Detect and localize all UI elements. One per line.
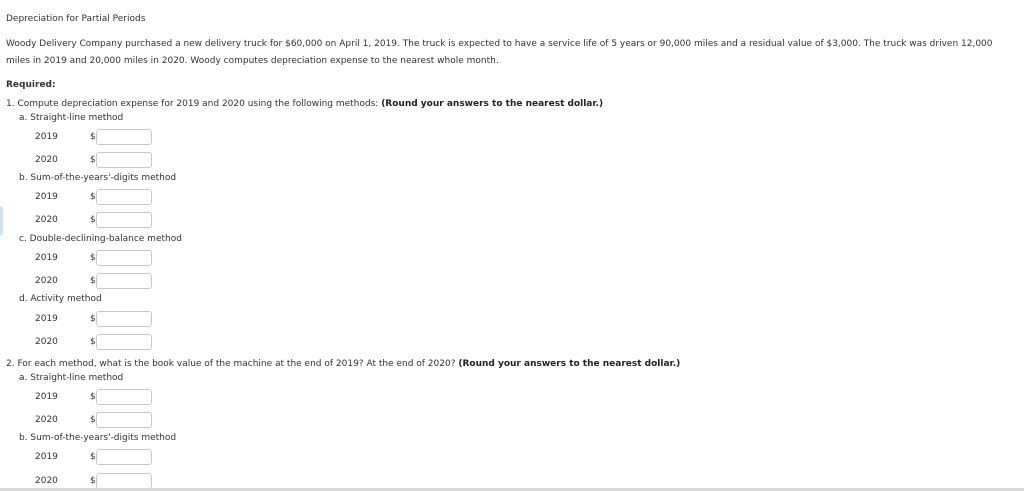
q1a-year-2020: 2020: [35, 155, 58, 165]
q1c-2019-input[interactable]: [96, 250, 152, 266]
q1b-2020-input[interactable]: [96, 212, 152, 228]
q1b-year-2019: 2019: [35, 192, 58, 202]
page-title: Depreciation for Partial Periods: [6, 14, 146, 24]
q2a-2020-input[interactable]: [96, 412, 152, 428]
dollar-sign: $: [90, 392, 96, 402]
q2a-2019-input[interactable]: [96, 389, 152, 405]
dollar-sign: $: [90, 452, 96, 462]
q1b-2019-input[interactable]: [96, 189, 152, 205]
dollar-sign: $: [90, 215, 96, 225]
q1d-year-2019: 2019: [35, 314, 58, 324]
question-1-emphasis: (Round your answers to the nearest dollar.): [381, 99, 604, 109]
dollar-sign: $: [90, 132, 96, 142]
q2b-year-2019: 2019: [35, 452, 58, 462]
q1-method-d-label: d. Activity method: [19, 294, 102, 304]
q2a-year-2019: 2019: [35, 392, 58, 402]
left-edge-marker: [0, 206, 3, 236]
q1c-year-2020: 2020: [35, 276, 58, 286]
dollar-sign: $: [90, 155, 96, 165]
dollar-sign: $: [90, 314, 96, 324]
q1-method-c-label: c. Double-declining-balance method: [19, 234, 182, 244]
q1b-year-2020: 2020: [35, 215, 58, 225]
question-1-text: 1. Compute depreciation expense for 2019 and 2020 using the following methods:: [6, 99, 382, 109]
q2b-year-2020: 2020: [35, 476, 58, 486]
q1c-year-2019: 2019: [35, 253, 58, 263]
question-1: [6, 98, 603, 110]
q2-method-a-label: a. Straight-line method: [19, 373, 124, 383]
q1-method-a-label: a. Straight-line method: [19, 113, 124, 123]
q1d-2020-input[interactable]: [96, 334, 152, 350]
q2-method-b-label: b. Sum-of-the-years'-digits method: [19, 433, 177, 443]
question-2: [6, 358, 680, 370]
dollar-sign: $: [90, 253, 96, 263]
q2a-year-2020: 2020: [35, 415, 58, 425]
q2b-2019-input[interactable]: [96, 449, 152, 465]
q1c-2020-input[interactable]: [96, 273, 152, 289]
q1d-2019-input[interactable]: [96, 311, 152, 327]
q1a-year-2019: 2019: [35, 132, 58, 142]
required-label: Required:: [6, 80, 56, 90]
dollar-sign: $: [90, 276, 96, 286]
q2b-2020-input[interactable]: [96, 473, 152, 489]
dollar-sign: $: [90, 476, 96, 486]
q1-method-b-label: b. Sum-of-the-years'-digits method: [19, 173, 177, 183]
dollar-sign: $: [90, 415, 96, 425]
q1d-year-2020: 2020: [35, 337, 58, 347]
problem-description: Woody Delivery Company purchased a new delivery truck for $60,000 on April 1, 2019. The truck is expected to have a service life of 5 years or 90,000 miles and a residual value of $3,000. The truck was driven 12,000 miles in 2019 and 20,000 miles in 2020. Woody computes depreciation expense to the nearest whole month.: [6, 39, 993, 66]
question-2-emphasis: (Round your answers to the nearest dollar.): [458, 359, 681, 369]
q1a-2019-input[interactable]: [96, 129, 152, 145]
q1a-2020-input[interactable]: [96, 152, 152, 168]
dollar-sign: $: [90, 192, 96, 202]
question-2-text: 2. For each method, what is the book value of the machine at the end of 2019? At the end of 2020?: [6, 359, 459, 369]
dollar-sign: $: [90, 337, 96, 347]
